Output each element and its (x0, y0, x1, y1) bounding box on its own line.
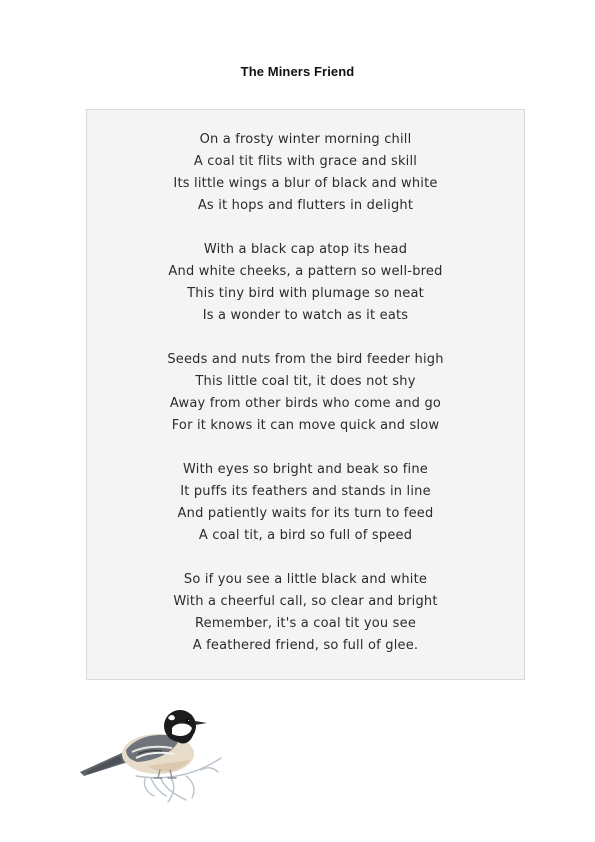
poem-line: A feathered friend, so full of glee. (192, 638, 419, 653)
stanza-2 (87, 239, 524, 327)
stanza-1 (87, 129, 524, 217)
poem-line: This little coal tit, it does not shy (195, 374, 416, 389)
poem-line: Remember, it's a coal tit you see (194, 616, 417, 631)
poem-line: With a cheerful call, so clear and bright (173, 594, 438, 609)
coal-tit-bird-icon (76, 706, 226, 808)
poem-line: With a black cap atop its head (203, 242, 408, 257)
poem-line: So if you see a little black and white (183, 572, 428, 587)
poem-line: It puffs its feathers and stands in line (180, 484, 431, 499)
stanza-5 (87, 569, 524, 657)
poem-line: This tiny bird with plumage so neat (187, 286, 424, 301)
stanza-4 (87, 459, 524, 547)
poem-line: And white cheeks, a pattern so well-bred (168, 264, 443, 279)
poem-line: Seeds and nuts from the bird feeder high (167, 352, 444, 367)
poem-box (86, 109, 525, 680)
poem-line: A coal tit flits with grace and skill (193, 154, 418, 169)
poem-line: Away from other birds who come and go (169, 396, 442, 411)
poem-line: Is a wonder to watch as it eats (202, 308, 409, 323)
poem-line: And patiently waits for its turn to feed (177, 506, 434, 521)
poem-line: For it knows it can move quick and slow (171, 418, 440, 433)
poem-line: Its little wings a blur of black and white (173, 176, 438, 191)
poem-line: As it hops and flutters in delight (197, 198, 414, 213)
stanza-3 (87, 349, 524, 437)
poem-line: A coal tit, a bird so full of speed (198, 528, 413, 543)
poem-line: With eyes so bright and beak so fine (183, 462, 428, 477)
page-title: The Miners Friend (240, 64, 355, 79)
poem-line: On a frosty winter morning chill (199, 132, 412, 147)
